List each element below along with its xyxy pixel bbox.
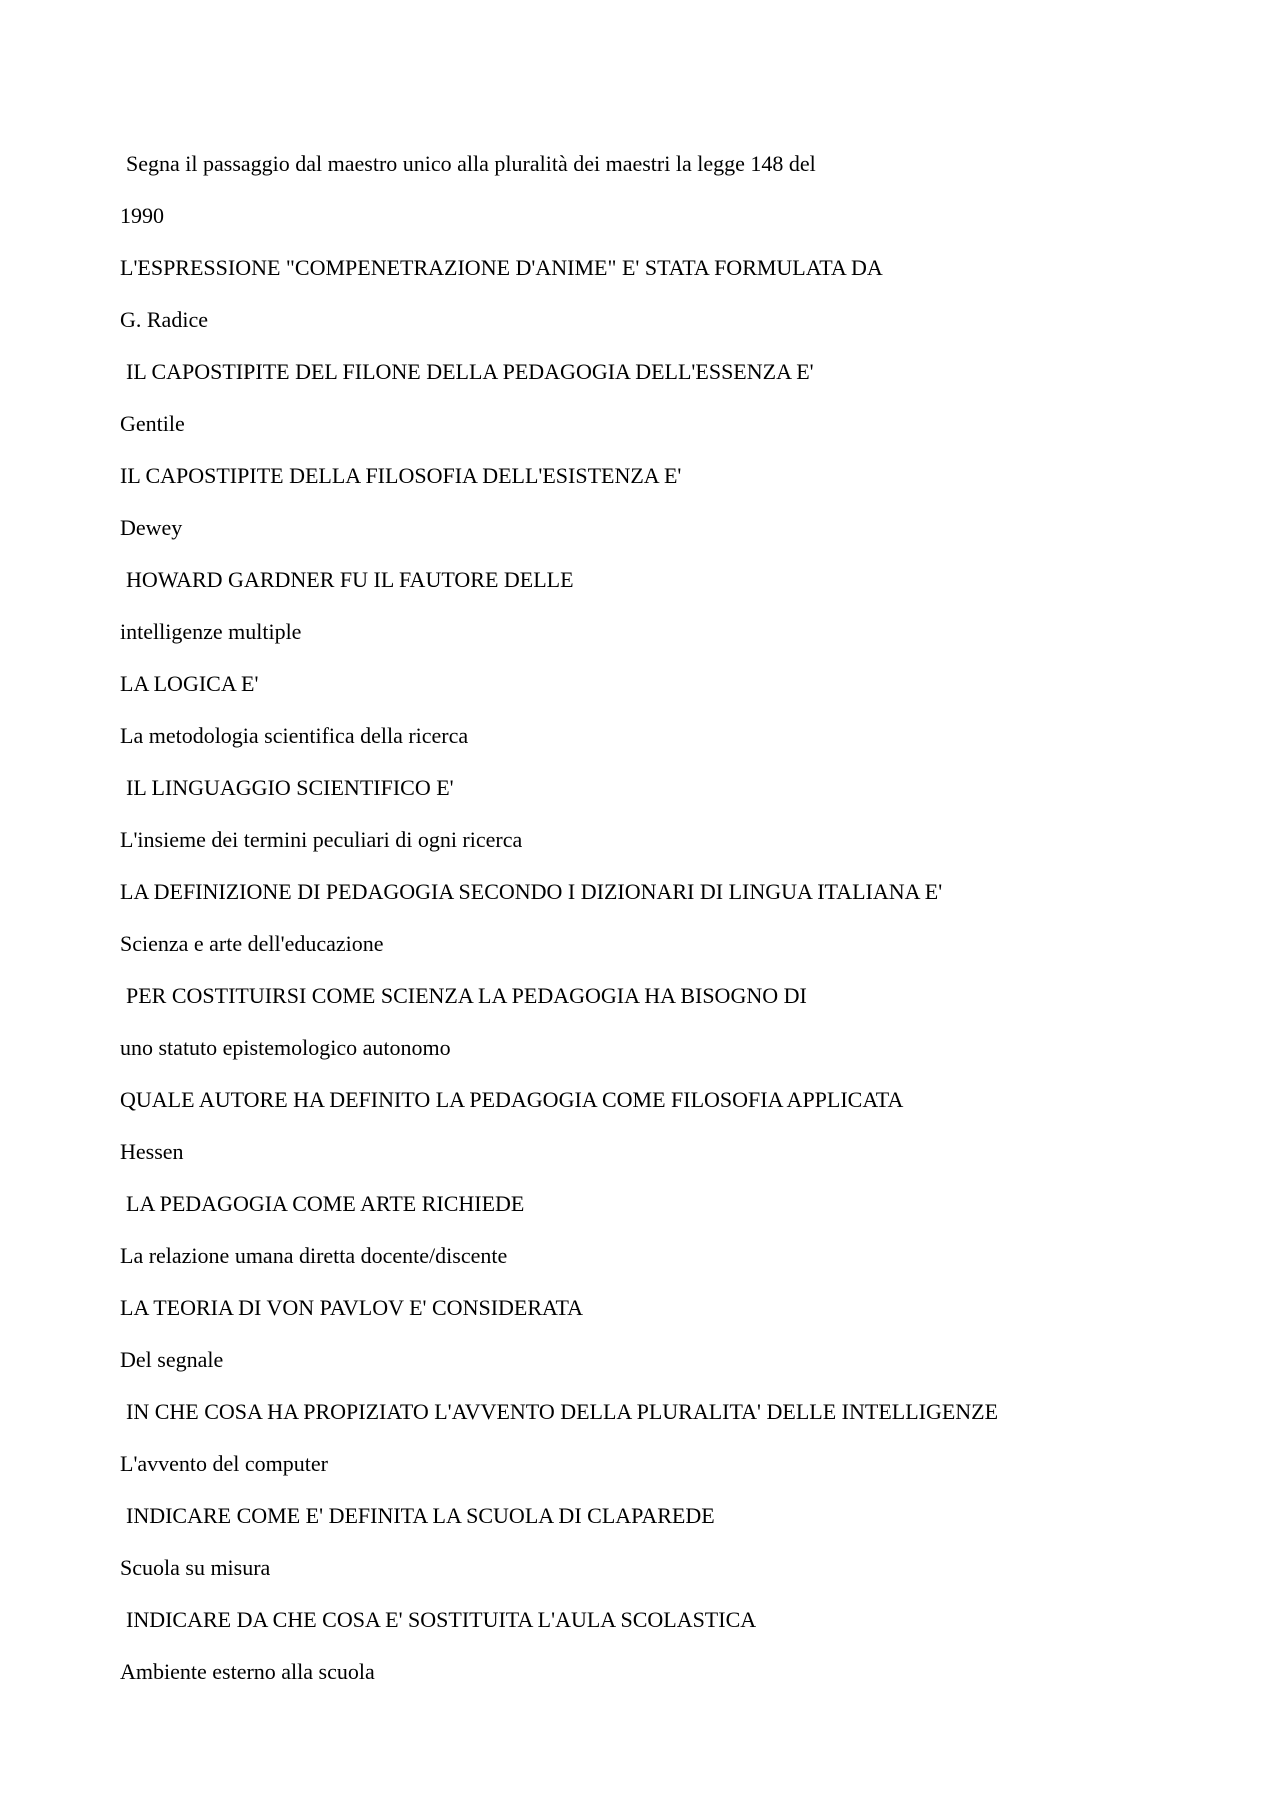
question-text: LA PEDAGOGIA COME ARTE RICHIEDE <box>126 1191 525 1216</box>
question-text: IL CAPOSTIPITE DEL FILONE DELLA PEDAGOGIA DELL'ESSENZA E' <box>126 359 814 384</box>
question-text: QUALE AUTORE HA DEFINITO LA PEDAGOGIA COME FILOSOFIA APPLICATA <box>120 1087 904 1112</box>
answer-text: G. Radice <box>120 307 208 332</box>
answer-text: Scuola su misura <box>120 1555 271 1580</box>
question-text: IL LINGUAGGIO SCIENTIFICO E' <box>126 775 454 800</box>
question-text: INDICARE COME E' DEFINITA LA SCUOLA DI CLAPAREDE <box>126 1503 715 1528</box>
answer-text: Scienza e arte dell'educazione <box>120 931 384 956</box>
document-body <box>120 148 1160 1708</box>
answer-text: intelligenze multiple <box>120 619 302 644</box>
answer-text: 1990 <box>120 203 164 228</box>
question-text: LA TEORIA DI VON PAVLOV E' CONSIDERATA <box>120 1295 584 1320</box>
question-text: PER COSTITUIRSI COME SCIENZA LA PEDAGOGIA HA BISOGNO DI <box>126 983 807 1008</box>
answer-text: Dewey <box>120 515 183 540</box>
question-text: IL CAPOSTIPITE DELLA FILOSOFIA DELL'ESISTENZA E' <box>120 463 682 488</box>
answer-text: Del segnale <box>120 1347 224 1372</box>
answer-text: Gentile <box>120 411 185 436</box>
question-text: LA LOGICA E' <box>120 671 259 696</box>
answer-text: Hessen <box>120 1139 184 1164</box>
question-text: LA DEFINIZIONE DI PEDAGOGIA SECONDO I DIZIONARI DI LINGUA ITALIANA E' <box>120 879 943 904</box>
answer-text: L'insieme dei termini peculiari di ogni ricerca <box>120 827 523 852</box>
question-text: L'ESPRESSIONE "COMPENETRAZIONE D'ANIME" E' STATA FORMULATA DA <box>120 255 883 280</box>
question-text: IN CHE COSA HA PROPIZIATO L'AVVENTO DELLA PLURALITA' DELLE INTELLIGENZE <box>126 1399 999 1424</box>
answer-text: L'avvento del computer <box>120 1451 329 1476</box>
question-text: INDICARE DA CHE COSA E' SOSTITUITA L'AULA SCOLASTICA <box>126 1607 757 1632</box>
question-text: Segna il passaggio dal maestro unico alla pluralità dei maestri la legge 148 del <box>126 151 816 176</box>
question-text: HOWARD GARDNER FU IL FAUTORE DELLE <box>126 567 574 592</box>
answer-text: uno statuto epistemologico autonomo <box>120 1035 451 1060</box>
answer-text: Ambiente esterno alla scuola <box>120 1659 375 1684</box>
answer-text: La metodologia scientifica della ricerca <box>120 723 469 748</box>
answer-text: La relazione umana diretta docente/discente <box>120 1243 508 1268</box>
